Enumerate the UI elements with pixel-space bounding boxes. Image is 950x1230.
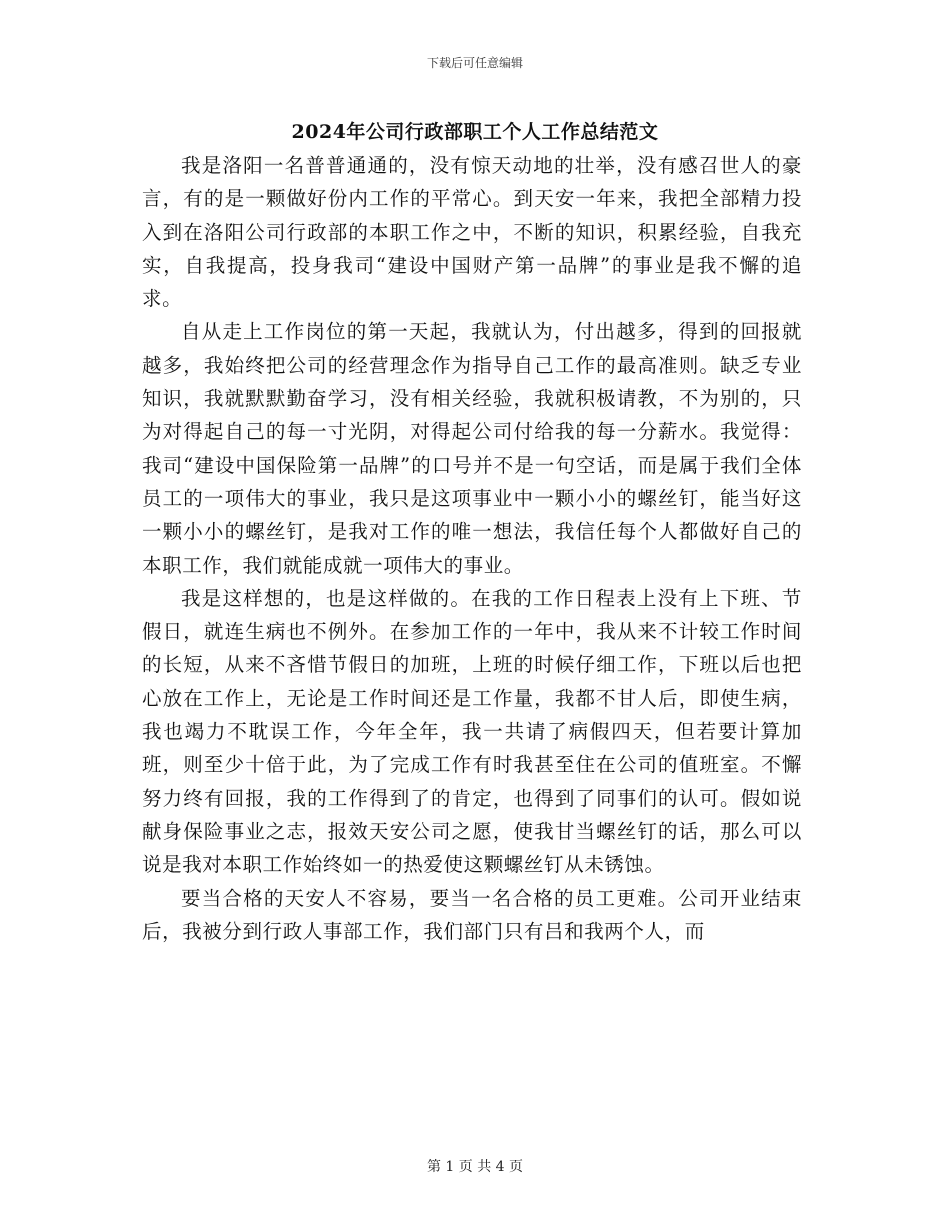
paragraph-3: 我是这样想的，也是这样做的。在我的工作日程表上没有上下班、节假日，就连生病也不例外。在参加工作的一年中，我从来不计较工作时间的长短，从来不吝惜节假日的加班，上班的时候仔细工作，下班以后也把心放在工作上，无论是工作时间还是工作量，我都不甘人后，即使生病，我也竭力不耽误工作，今年全年，我一共请了病假四天，但若要计算加班，则至少十倍于此，为了完成工作有时我甚至住在公司的值班室。不懈努力终有回报，我的工作得到了的肯定，也得到了同事们的认可。假如说献身保险事业之志，报效天安公司之愿，使我甘当螺丝钉的话，那么可以说是我对本职工作始终如一的热爱使这颗螺丝钉从未锈蚀。 <box>142 586 802 877</box>
paragraph-1: 我是洛阳一名普普通通的，没有惊天动地的壮举，没有感召世人的豪言，有的是一颗做好份内工作的平常心。到天安一年来，我把全部精力投入到在洛阳公司行政部的本职工作之中，不断的知识，积累经验，自我充实，自我提高，投身我司“建设中国财产第一品牌”的事业是我不懈的追求。 <box>142 154 802 311</box>
document-title: 2024年公司行政部职工个人工作总结范文 <box>291 121 659 143</box>
page-number: 第 1 页 共 4 页 <box>426 1159 524 1175</box>
document-body <box>142 149 802 948</box>
header-note: 下载后可任意编辑 <box>426 56 523 70</box>
paragraph-4: 要当合格的天安人不容易，要当一名合格的员工更难。公司开业结束后，我被分到行政人事部工作，我们部门只有吕和我两个人，而 <box>142 886 802 943</box>
paragraph-2: 自从走上工作岗位的第一天起，我就认为，付出越多，得到的回报就越多，我始终把公司的经营理念作为指导自己工作的最高准则。缺乏专业知识，我就默默勤奋学习，没有相关经验，我就积极请教，不为别的，只为对得起自己的每一寸光阴，对得起公司付给我的每一分薪水。我觉得：我司“建设中国保险第一品牌”的口号并不是一句空话，而是属于我们全体员工的一项伟大的事业，我只是这项事业中一颗小小的螺丝钉，能当好这一颗小小的螺丝钉，是我对工作的唯一想法，我信任每个人都做好自己的本职工作，我们就能成就一项伟大的事业。 <box>142 320 802 577</box>
